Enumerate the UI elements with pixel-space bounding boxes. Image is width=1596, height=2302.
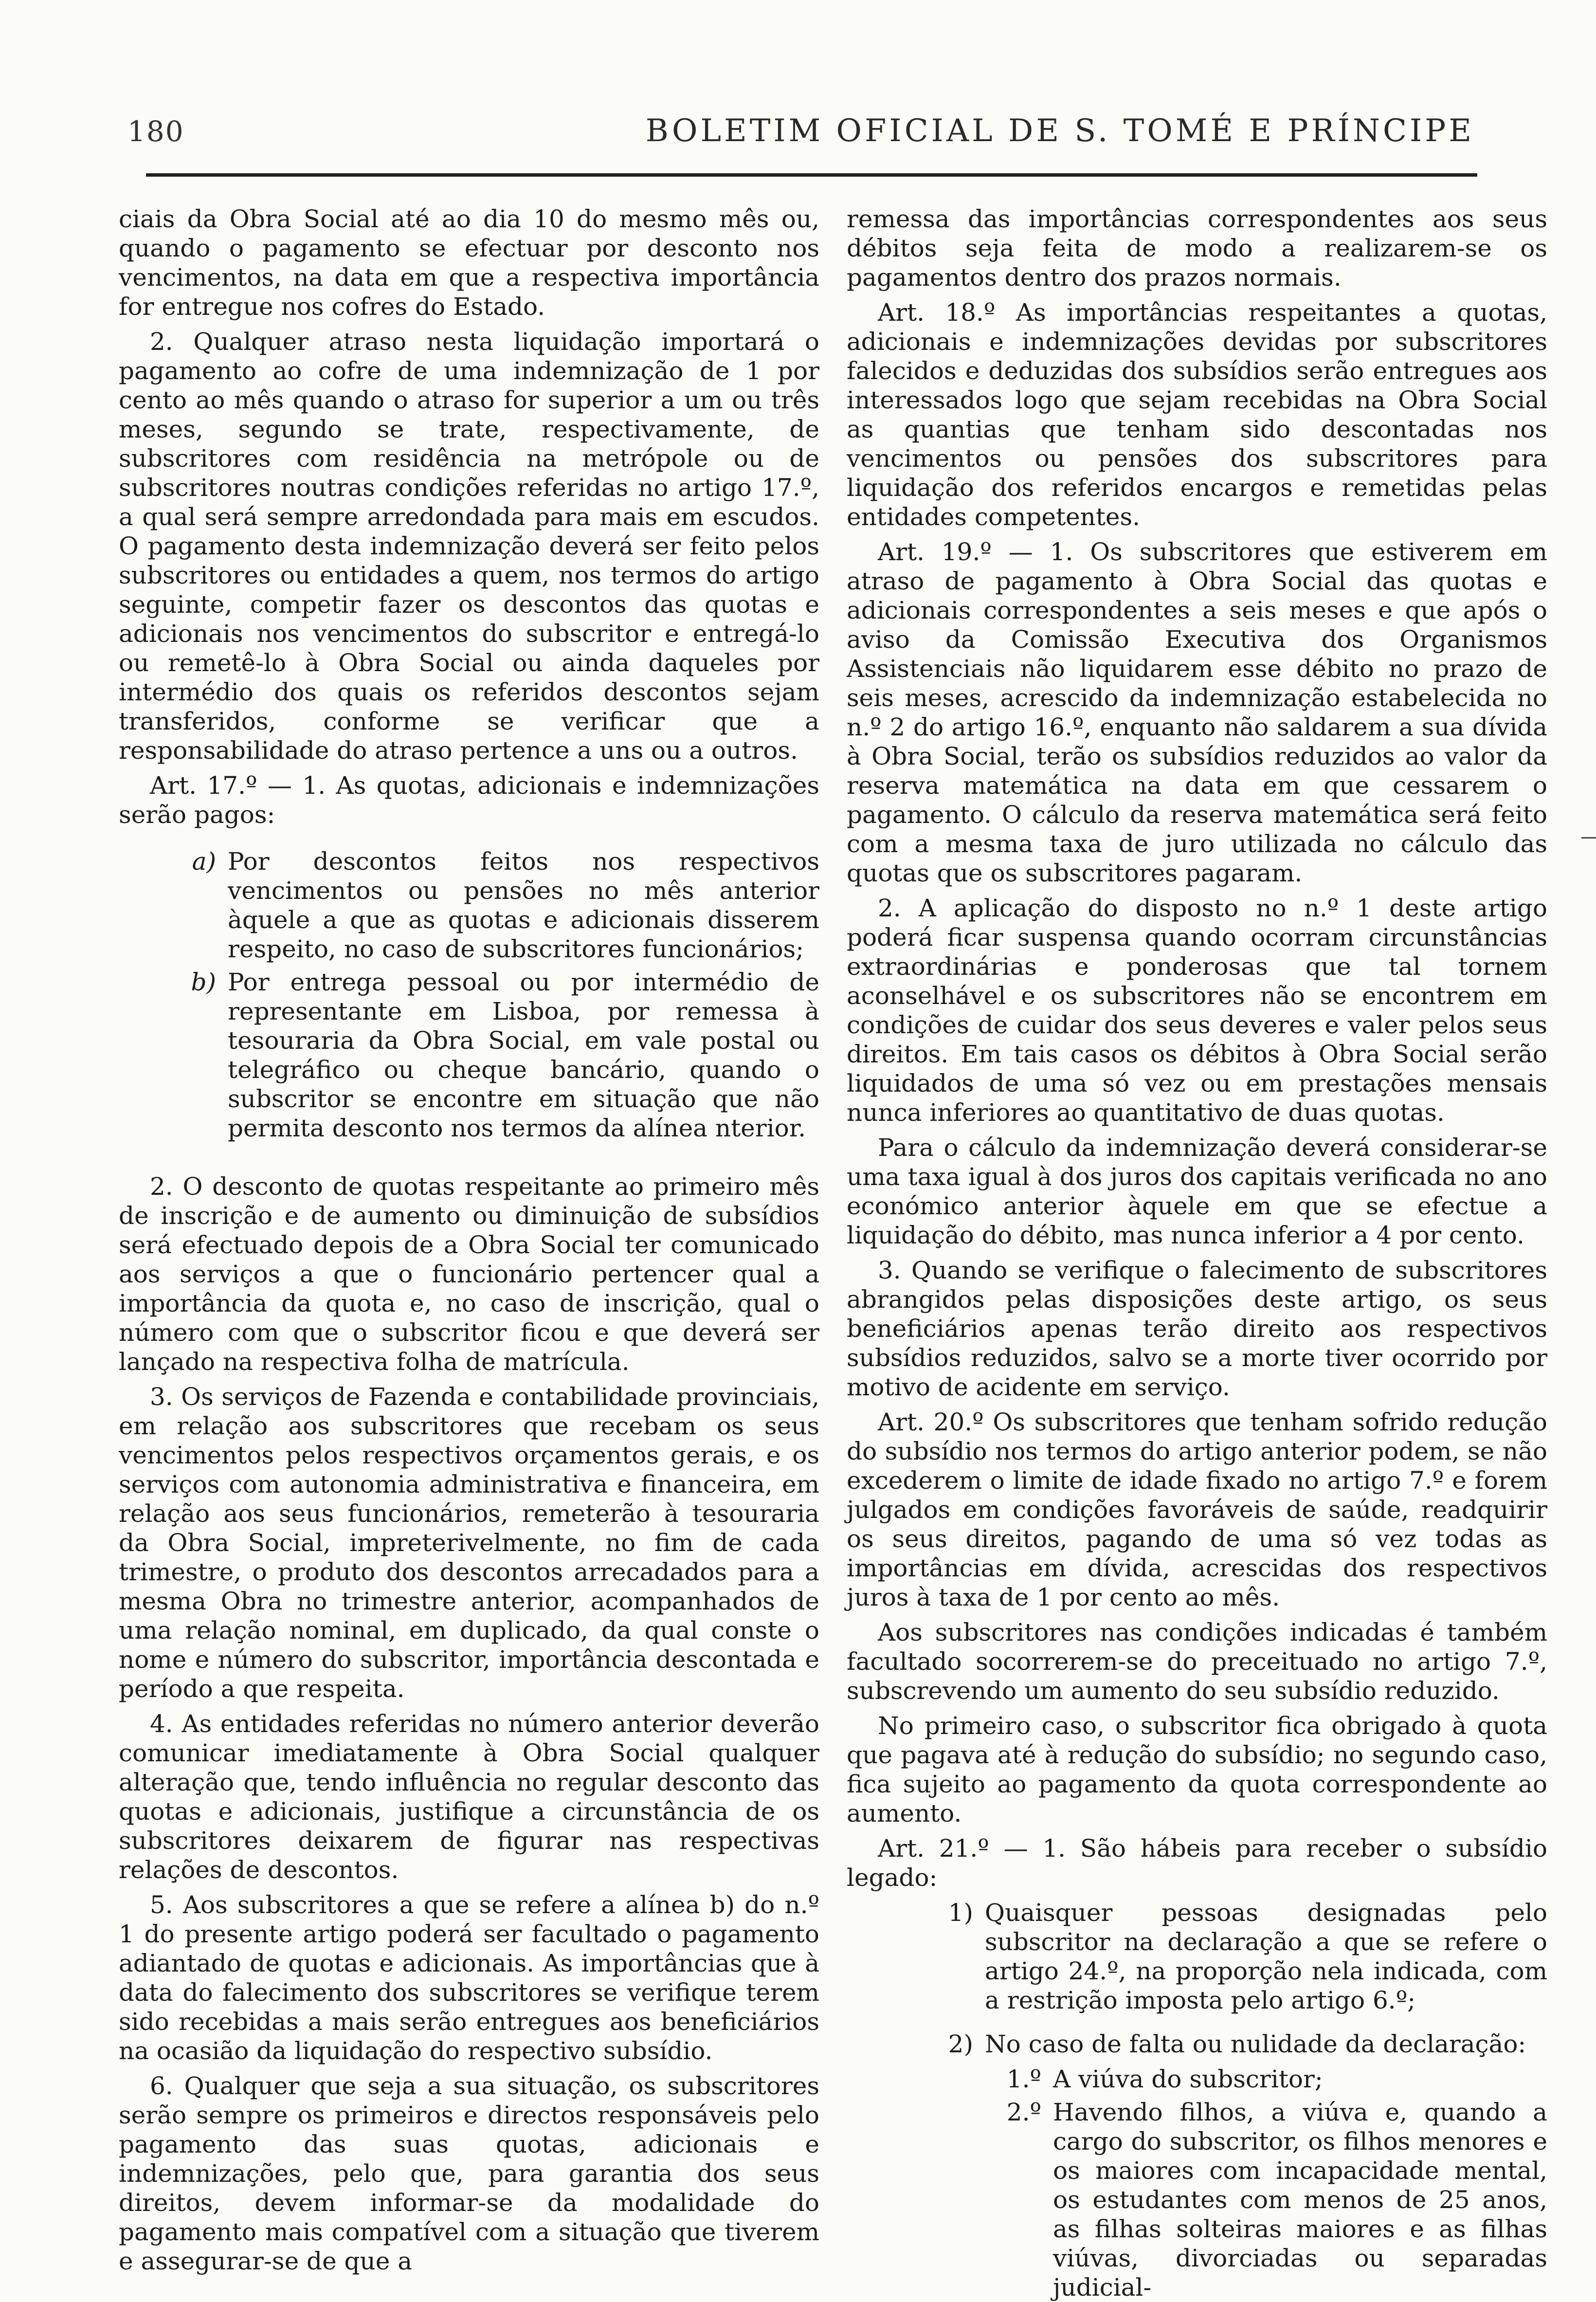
paragraph: 6. Qualquer que seja a sua situação, os subscritores serão sempre os primeiros e directos responsáveis pelo pagamento das suas quotas, adicionais e indemnizações, pelo que, para garantia dos seus direitos, devem informar-se da modalidade do pagamento mais compatível com a situação que tiverem e assegurar-se de que a	[119, 2072, 819, 2275]
paragraph: 2. Qualquer atraso nesta liquidação importará o pagamento ao cofre de uma indemnização de 1 por cento ao mês quando o atraso for superior a um ou três meses, segundo se trate, respectivamente, de subscritores com residência na metrópole ou de subscritores noutras condições referidas no artigo 17.º, a qual será sempre arredondada para mais em escudos. O pagamento desta indemnização deverá ser feito pelos subscritores ou entidades a quem, nos termos do artigo seguinte, competir fazer os descontos das quotas e adicionais nos vencimentos do subscritor e entregá-lo ou remetê-lo à Obra Social ou ainda daqueles por intermédio dos quais os referidos descontos sejam transferidos, conforme se verificar que a responsabilidade do atraso pertence a uns ou a outros.	[119, 328, 819, 765]
list-item	[847, 2064, 1547, 2094]
list-marker: 1.º	[1006, 2065, 1041, 2093]
article-18: Art. 18.º As importâncias respeitantes a quotas, adicionais e indemnizações devidas por subscritores falecidos e deduzidas dos subsídios serão entregues aos interessados logo que sejam recebidas na Obra Social as quantias que tenham sido descontadas nos vencimentos ou pensões dos subscritores para liquidação dos referidos encargos e remetidas pelas entidades competentes.	[847, 298, 1547, 531]
paragraph: 3. Quando se verifique o falecimento de subscritores abrangidos pelas disposições deste artigo, os seus beneficiários apenas terão direito aos respectivos subsídios reduzidos, salvo se a morte tiver ocorrido por motivo de acidente em serviço.	[847, 1256, 1547, 1401]
list-item	[847, 1898, 1547, 2015]
list-item-text: Por descontos feitos nos respectivos vencimentos ou pensões no mês anterior àquele a que as quotas e adicionais disserem respeito, no caso de subscritores funcionários;	[228, 847, 819, 963]
list-marker: b)	[191, 968, 216, 996]
list-item-text: Quaisquer pessoas designadas pelo subscritor na declaração a que se refere o artigo 24.º, na proporção nela indicada, com a restrição imposta pelo artigo 6.º;	[985, 1899, 1547, 2014]
paragraph: 5. Aos subscritores a que se refere a alínea b) do n.º 1 do presente artigo poderá ser facultado o pagamento adiantado de quotas e adicionais. As importâncias que à data do falecimento dos subscritores se verifique terem sido recebidas a mais serão entregues aos beneficiários na ocasião da liquidação do respectivo subsídio.	[119, 1891, 819, 2065]
paragraph: 3. Os serviços de Fazenda e contabilidade provinciais, em relação aos subscritores que recebam os seus vencimentos pelos respectivos orçamentos gerais, e os serviços com autonomia administrativa e financeira, em relação aos seus funcionários, remeterão à tesouraria da Obra Social, impreterivelmente, no fim de cada trimestre, o produto dos descontos arrecadados para a mesma Obra no trimestre anterior, acompanhados de uma relação nominal, em duplicado, da qual conste o nome e número do subscritor, importância descontada e período a que respeita.	[119, 1383, 819, 1703]
page-number: 180	[127, 115, 184, 148]
list-marker: 2.º	[1006, 2098, 1041, 2126]
paragraph: Para o cálculo da indemnização deverá considerar-se uma taxa igual à dos juros dos capitais verificada no ano económico anterior àquele em que se efectue a liquidação do débito, mas nunca inferior a 4 por cento.	[847, 1133, 1547, 1249]
paragraph: 4. As entidades referidas no número anterior deverão comunicar imediatamente à Obra Social qualquer alteração que, tendo influência no regular desconto das quotas e adicionais, justifique a circunstância de os subscritores deixarem de figurar nas respectivas relações de descontos.	[119, 1710, 819, 1884]
list-marker: 1)	[948, 1899, 973, 1927]
list-item-text: Havendo filhos, a viúva e, quando a cargo do subscritor, os filhos menores e os maiores com incapacidade mental, os estudantes com menos de 25 anos, as filhas solteiras maiores e as filhas viúvas, divorciadas ou separadas judicial-	[1053, 2098, 1547, 2302]
paragraph: 2. O desconto de quotas respeitante ao primeiro mês de inscrição e de aumento ou diminuição de subsídios será efectuado depois de a Obra Social ter comunicado aos serviços a que o funcionário pertencer qual a importância da quota e, no caso de inscrição, qual o número com que o subscritor ficou e que deverá ser lançado na respectiva folha de matrícula.	[119, 1172, 819, 1376]
list-item	[119, 968, 819, 1143]
header-rule	[146, 173, 1477, 177]
list-item-text: A viúva do subscritor;	[1053, 2065, 1323, 2093]
article-21: Art. 21.º — 1. São hábeis para receber o subsídio legado:	[847, 1834, 1547, 1892]
right-column	[847, 204, 1547, 2302]
paragraph: Aos subscritores nas condições indicadas é também facultado socorrerem-se do preceituado no artigo 7.º, subscrevendo um aumento do seu subsídio reduzido.	[847, 1618, 1547, 1705]
article-19: Art. 19.º — 1. Os subscritores que estiverem em atraso de pagamento à Obra Social das quotas e adicionais correspondentes a seis meses e que após o aviso da Comissão Executiva dos Organismos Assistenciais não liquidarem esse débito no prazo de seis meses, acrescido da indemnização estabelecida no n.º 2 do artigo 16.º, enquanto não saldarem a sua dívida à Obra Social, terão os subsídios reduzidos ao valor da reserva matemática na data em que cessarem o pagamento. O cálculo da reserva matemática será feito com a mesma taxa de juro utilizada no cálculo das quotas que os subscritores pagaram.	[847, 538, 1547, 887]
paragraph: ciais da Obra Social até ao dia 10 do mesmo mês ou, quando o pagamento se efectuar por desconto nos vencimentos, na data em que a respectiva importância for entregue nos cofres do Estado.	[119, 205, 819, 321]
list-item-text: Por entrega pessoal ou por intermédio de representante em Lisboa, por remessa à tesouraria da Obra Social, em vale postal ou telegráfico ou cheque bancário, quando o subscritor se encontre em situação que não permita desconto nos termos da alínea nterior.	[228, 968, 819, 1142]
list-item	[847, 2029, 1547, 2059]
article-20: Art. 20.º Os subscritores que tenham sofrido redução do subsídio nos termos do artigo anterior podem, se não excederem o limite de idade fixado no artigo 7.º e forem julgados em condições favoráveis de saúde, readquirir os seus direitos, pagando de uma só vez todas as importâncias em dívida, acrescidas dos respectivos juros à taxa de 1 por cento ao mês.	[847, 1408, 1547, 1611]
margin-mark	[1581, 837, 1596, 839]
paragraph: remessa das importâncias correspondentes aos seus débitos seja feita de modo a realizarem-se os pagamentos dentro dos prazos normais.	[847, 205, 1547, 292]
list-item	[847, 2098, 1547, 2302]
list-item-text: No caso de falta ou nulidade da declaração:	[985, 2030, 1526, 2058]
paragraph: No primeiro caso, o subscritor fica obrigado à quota que pagava até à redução do subsídio; no segundo caso, fica sujeito ao pagamento da quota correspondente ao aumento.	[847, 1712, 1547, 1827]
running-title: BOLETIM OFICIAL DE S. TOMÉ E PRÍNCIPE	[645, 113, 1474, 149]
paragraph: 2. A aplicação do disposto no n.º 1 deste artigo poderá ficar suspensa quando ocorram circunstâncias extraordinárias e ponderosas que tal tornem aconselhável e os subscritores não se encontrem em condições de cuidar dos seus deveres e valer pelos seus direitos. Em tais casos os débitos à Obra Social serão liquidados de uma só vez ou em prestações mensais nunca inferiores ao quantitativo de duas quotas.	[847, 894, 1547, 1127]
list-marker: a)	[192, 847, 216, 876]
list-item	[119, 847, 819, 964]
left-column	[119, 204, 819, 2275]
article-17-heading: Art. 17.º — 1. As quotas, adicionais e indemnizações serão pagos:	[119, 771, 819, 829]
list-marker: 2)	[948, 2030, 973, 2058]
